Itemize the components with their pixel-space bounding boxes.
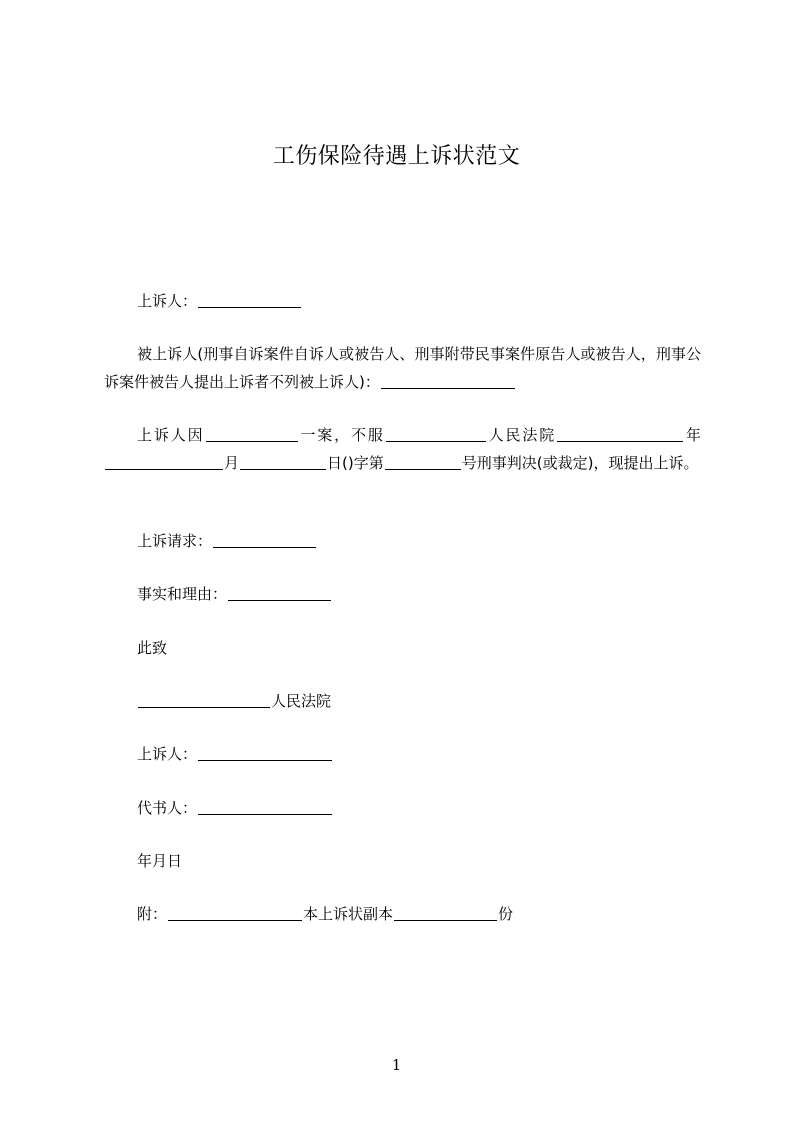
court-line xyxy=(137,687,331,715)
signature-appellant-blank[interactable] xyxy=(198,745,332,761)
case-text-6: 日()字第 xyxy=(327,454,384,472)
attachment-item-blank[interactable] xyxy=(168,905,302,921)
case-text-7: 号刑事判决(或裁定)，现提出上诉。 xyxy=(461,454,699,472)
facts-label: 事实和理由： xyxy=(137,585,228,603)
salutation-line xyxy=(137,634,167,662)
appellant-label: 上诉人： xyxy=(137,292,198,310)
appellee-paragraph xyxy=(104,340,701,396)
date-text: 年月日 xyxy=(137,852,183,870)
court-suffix: 人民法院 xyxy=(271,692,332,710)
signature-scribe-label: 代书人： xyxy=(137,799,198,817)
case-paragraph xyxy=(104,421,701,477)
case-text-1: 上诉人因 xyxy=(137,426,205,444)
page-number: 1 xyxy=(391,1056,402,1074)
signature-appellant-line xyxy=(137,740,333,768)
judgment-number-blank[interactable] xyxy=(385,454,461,470)
case-name-blank[interactable] xyxy=(206,426,298,442)
appellee-text: 被上诉人(刑事自诉案件自诉人或被告人、刑事附带民事案件原告人或被告人，刑事公诉案件被告人提出上诉者不列被上诉人)： xyxy=(104,345,701,391)
attachment-count-blank[interactable] xyxy=(394,905,497,921)
appellant-blank[interactable] xyxy=(198,292,301,308)
request-line xyxy=(137,527,317,555)
facts-blank[interactable] xyxy=(228,585,331,601)
year-blank[interactable] xyxy=(557,426,683,442)
attachment-suffix: 份 xyxy=(498,905,514,923)
case-text-2: 一案，不服 xyxy=(298,426,385,444)
case-text-3: 人民法院 xyxy=(486,426,557,444)
day-blank[interactable] xyxy=(240,454,326,470)
attachment-label: 附： xyxy=(137,905,168,923)
salutation-text: 此致 xyxy=(137,639,168,657)
court-name-blank[interactable] xyxy=(138,692,270,708)
signature-scribe-line xyxy=(137,794,333,822)
date-line xyxy=(137,847,182,875)
signature-scribe-blank[interactable] xyxy=(198,799,332,815)
attachment-middle: 本上诉状副本 xyxy=(303,905,394,923)
request-label: 上诉请求： xyxy=(137,532,213,550)
attachment-line xyxy=(137,900,513,928)
document-title: 工伤保险待遇上诉状范文 xyxy=(272,144,521,169)
case-text-4: 年 xyxy=(684,426,701,444)
appellant-line xyxy=(137,287,302,315)
request-blank[interactable] xyxy=(213,532,316,548)
month-blank[interactable] xyxy=(105,454,223,470)
case-text-5: 月 xyxy=(224,454,240,472)
signature-appellant-label: 上诉人： xyxy=(137,745,198,763)
court-blank[interactable] xyxy=(386,426,486,442)
appellee-blank[interactable] xyxy=(381,373,515,389)
facts-line xyxy=(137,580,332,608)
